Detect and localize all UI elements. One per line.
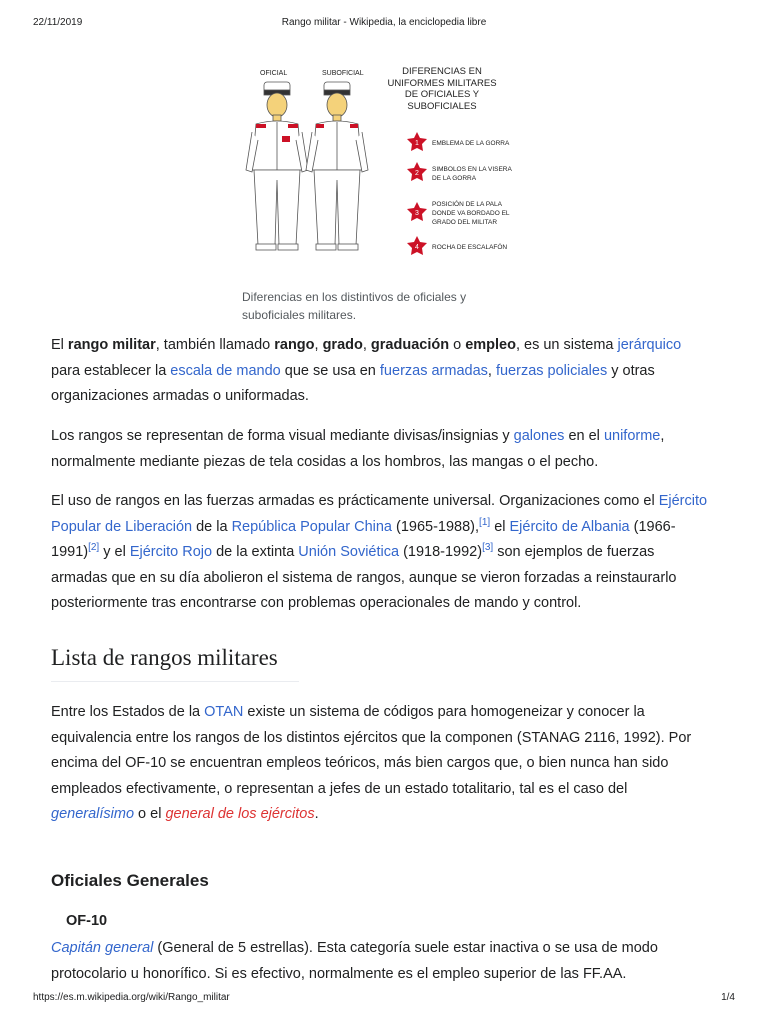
- svg-text:SUBOFICIALES: SUBOFICIALES: [407, 101, 477, 112]
- ref-2[interactable]: [2]: [88, 542, 100, 554]
- svg-text:SIMBOLOS EN LA VISERA: SIMBOLOS EN LA VISERA: [432, 166, 512, 173]
- print-footer: [0, 992, 768, 1008]
- intro-paragraph: El rango militar, también llamado rango, grado, graduación o empleo, es un sistema jerárquico para establecer la escala de mando que se usa en fuerzas armadas, fuerzas policiales y otras organizaciones armadas o uniformadas.: [51, 337, 682, 405]
- link-ejercito-popular-liberacion-2[interactable]: Popular de Liberación: [51, 518, 193, 535]
- diagram-legend: [407, 132, 512, 255]
- link-capitan-general[interactable]: Capitán general: [51, 940, 154, 956]
- link-ejercito-popular-liberacion[interactable]: Ejército: [658, 493, 708, 509]
- subsection-heading-oficiales: Oficiales Generales: [51, 871, 209, 890]
- link-otan[interactable]: OTAN: [204, 704, 244, 720]
- officer-figure: [246, 82, 308, 250]
- figure-caption: Diferencias en los distintivos de oficiales y suboficiales militares.: [242, 290, 467, 322]
- print-date: 22/11/2019: [33, 17, 83, 28]
- link-generalisimo[interactable]: generalísimo: [51, 806, 135, 823]
- insignia-paragraph: Los rangos se representan de forma visual mediante divisas/insignias y galones en el uniforme, normalmente mediante piezas de tela cosidas a los hombros, las mangas o el pecho.: [51, 428, 665, 470]
- link-union-sovietica[interactable]: Unión Soviética: [298, 544, 400, 561]
- svg-text:1: 1: [415, 140, 419, 147]
- page-number: 1/4: [721, 992, 735, 1003]
- link-jerarquico[interactable]: jerárquico: [617, 337, 682, 353]
- label-officer: OFICIAL: [260, 70, 288, 77]
- subofficer-figure: [306, 82, 368, 250]
- print-url: https://es.m.wikipedia.org/wiki/Rango_militar: [33, 992, 230, 1003]
- link-ejercito-de-albania[interactable]: Ejército de Albania: [509, 518, 630, 535]
- svg-text:DONDE VA BORDADO EL: DONDE VA BORDADO EL: [432, 210, 510, 217]
- svg-text:ROCHA DE ESCALAFÓN: ROCHA DE ESCALAFÓN: [432, 244, 508, 251]
- link-uniforme[interactable]: uniforme: [603, 428, 661, 444]
- svg-text:DE LA GORRA: DE LA GORRA: [432, 175, 477, 182]
- otan-paragraph: Entre los Estados de la OTAN existe un sistema de códigos para homogeneizar y conocer la equivalencia entre los rangos de los distintos ejércitos que la componen (STANAG 2116, 1992). Por encima del OF-10 se encuentran empleos teóricos, más bien cargos que, o bien nunca han sido empleados efectivamente, o representan a jefes de un estado totalitario, tal es el caso del generalísimo o el general de los ejércitos.: [51, 704, 692, 823]
- svg-text:EMBLEMA DE LA GORRA: EMBLEMA DE LA GORRA: [432, 140, 510, 147]
- subsubsection-heading-of10: OF-10: [66, 913, 108, 929]
- svg-text:UNIFORMES MILITARES: UNIFORMES MILITARES: [387, 78, 497, 89]
- svg-text:GRADO DEL MILITAR: GRADO DEL MILITAR: [432, 219, 498, 226]
- svg-text:4: 4: [415, 244, 419, 251]
- legend-item-4: [407, 236, 507, 255]
- link-ejercito-rojo[interactable]: Ejército Rojo: [129, 544, 213, 561]
- link-general-de-los-ejercitos[interactable]: general de los ejércitos: [165, 806, 315, 823]
- svg-text:3: 3: [415, 210, 419, 217]
- svg-text:DIFERENCIAS EN: DIFERENCIAS EN: [402, 66, 482, 77]
- legend-item-2: [407, 162, 512, 182]
- section-heading-lista: Lista de rangos militares: [51, 645, 299, 682]
- link-fuerzas-policiales[interactable]: fuerzas policiales: [495, 362, 608, 379]
- label-subofficer: SUBOFICIAL: [322, 70, 364, 77]
- diagram-title: [387, 66, 496, 112]
- legend-item-3: [407, 199, 510, 226]
- print-page-title: Rango militar - Wikipedia, la enciclopedia libre: [281, 17, 487, 28]
- ref-3[interactable]: [3]: [482, 542, 494, 554]
- link-galones[interactable]: galones: [513, 428, 565, 444]
- uniform-illustration: [242, 60, 542, 290]
- uniform-diagram: [242, 60, 542, 290]
- svg-text:DE OFICIALES Y: DE OFICIALES Y: [404, 89, 480, 100]
- link-republica-popular-china[interactable]: República Popular China: [231, 518, 392, 535]
- svg-text:POSICIÓN DE LA PALA: POSICIÓN DE LA PALA: [432, 201, 502, 208]
- ref-1[interactable]: [1]: [479, 516, 491, 528]
- history-paragraph: El uso de rangos en las fuerzas armadas es prácticamente universal. Organizaciones como el Ejército Popular de Liberación de la República Popular China (1965-1988),[1] el Ejército de Albania (1966- 1991)[2] y el Ejército Rojo de la extinta Unión Soviética (1918-1992)[3] son ejemplos de fuerzas armadas que en su día abolieron el sistema de rangos, aunque se vieron forzadas a reinstaurarlo posteriormente tras encontrarse con problemas operacionales de mando y control.: [51, 493, 708, 612]
- legend-item-1: [407, 132, 510, 151]
- print-header: [0, 17, 768, 33]
- link-escala-de-mando[interactable]: escala de mando: [170, 362, 281, 379]
- link-fuerzas-armadas[interactable]: fuerzas armadas: [379, 362, 488, 379]
- svg-text:2: 2: [415, 170, 419, 177]
- of10-paragraph: Capitán general (General de 5 estrellas). Esta categoría suele estar inactiva o se usa de modo protocolario u honorífico. Si es efectivo, normalmente es el empleo superior de las FF.AA.: [51, 940, 658, 982]
